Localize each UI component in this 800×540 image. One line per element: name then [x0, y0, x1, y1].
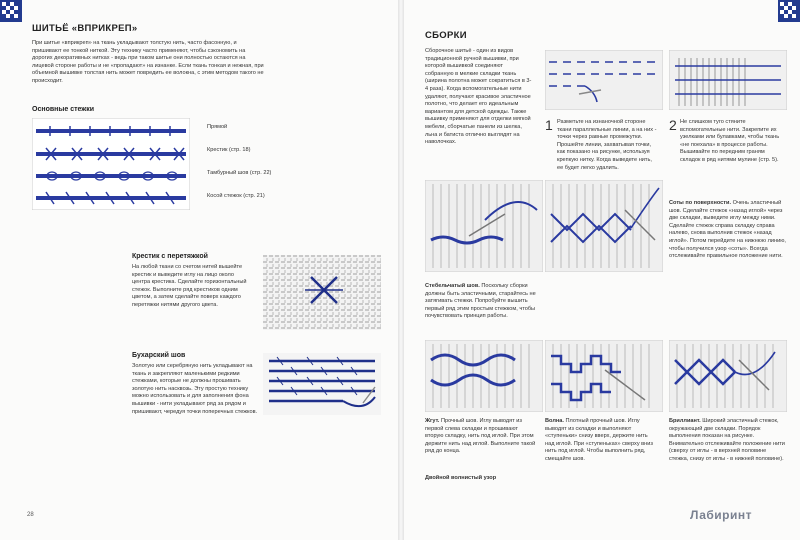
labirint-watermark: Лабиринт	[690, 508, 753, 522]
step2-illustration	[669, 50, 787, 110]
diamond-caption	[669, 418, 787, 464]
diamond-illustration	[669, 340, 787, 412]
corner-checker-decoration-right	[778, 0, 800, 22]
step2-text: Не слишком туго стяните вспомогательные нити. Закрепите их узелками или булавками, чтобы ткань «не поехала» в процессе работы. Вышивайте по передним граням складок в ряд нитями мулине (стр. 5).	[680, 119, 780, 163]
wave-illustration	[545, 340, 663, 412]
stitch-label-cross: Крестик (стр. 18)	[207, 147, 251, 153]
honeycomb-text: Очень эластичный шов. Сделайте стежок «назад иглой» через две складки, выведите иглу между ними. Сделайте стежок справа складку справа налево, снова выполнив стежок «назад иглой». Потом перейдите на нижнюю линию, чтобы получился узор «соты». Всегда отслеживайте правильное положение нити.	[669, 200, 786, 260]
stem-stitch-title: Стебельчатый шов.	[425, 283, 480, 289]
stem-stitch-illustration-a	[425, 180, 543, 272]
page-title-left: ШИТЬЁ «ВПРИКРЕП»	[32, 23, 138, 34]
intro-text-left: При шитье «вприкреп» на ткань укладывают толстую нить, часто фасонную, и пришивают ее тонкой ниткой. Эту технику часто применяют, чтобы сэкономить на дорогих декоративных нитках - ведь при таком шитье они полностью остаются на лицевой стороне работы и не «пропадают» на изнанке. Если ткань тонкая и нежная, при объемной вышивке толстая нить может повредить ее волокна, с этим методом такого не происходит.	[32, 40, 264, 84]
stem-stitch-caption	[425, 283, 537, 321]
page-number-left: 28	[27, 512, 34, 518]
step1-text: Разметьте на изнаночной стороне ткани параллельные линии, а на них - точки через равные промежутки. Прошейте линии, захватывая точки, как показано на рисунке, используя крепкую нитку. Когда выведете нить, ее будет легко удалить.	[557, 119, 657, 171]
cable-title: Жгут.	[425, 418, 440, 424]
basic-stitches-illustration	[32, 118, 190, 210]
step1-illustration	[545, 50, 663, 110]
honeycomb-caption	[669, 200, 789, 261]
wave-title: Волна.	[545, 418, 564, 424]
corner-checker-decoration	[0, 0, 22, 22]
wave-caption	[545, 418, 657, 464]
cable-illustration	[425, 340, 543, 412]
honeycomb-title: Соты по поверхности.	[669, 200, 732, 206]
diamond-title: Бриллиант.	[669, 418, 701, 424]
step2-number: 2	[669, 117, 677, 133]
stitch-label-slanted: Косой стежок (стр. 21)	[207, 193, 265, 199]
cross-tied-heading: Крестик с перетяжкой	[132, 253, 208, 260]
bukhara-text: Золотую или серебряную нить укладывают на ткань и закрепляют маленькими редкими стежками, которые не должны прошивать золотую нить насквозь. Эту простую технику можно использовать и для заполнения фона вышивки - нити укладывают ряд за рядом и пришивают, чередуя точки поперечных стежков.	[132, 363, 258, 415]
cable-text: Прочный шов. Иглу выводят из первой слева складки и прошивают вторую складку, нить под иглой. При этом держите нить над иглой. Выполните такой ряд до конца.	[425, 418, 536, 455]
stitch-label-straight: Прямой	[207, 124, 228, 130]
bukhara-heading: Бухарский шов	[132, 352, 186, 359]
cross-tied-illustration	[263, 255, 381, 330]
book-gutter	[398, 0, 404, 540]
stitch-label-chain: Тамбурный шов (стр. 22)	[207, 170, 272, 176]
cable-caption	[425, 418, 537, 456]
cross-tied-text: На любой ткани со счетом нитей вышейте крестик и выведите иглу на лицо около центра крестика. Сделайте горизонтальный стежок. Выполните ряд крестиков одним цветом, а затем сделайте поверх каждого перетяжки нитями другого цвета.	[132, 264, 247, 308]
wavy-pattern-caption: Двойной волнистый узор	[425, 475, 497, 481]
wave-text: Плотный прочный шов. Иглу выводят из складки и выполняют «ступеньки» снизу вверх, держите нить над иглой. При «ступеньках» сверху вниз нить под иглой. Чтобы выполнить ряд, смещайте шов.	[545, 418, 653, 462]
diamond-text: Широкий эластичный стежок, окружающий две складки. Порядок выполнения показан на рисунке. Внимательно отслеживайте положение нити (сверху от иглы - в верхней половине стежка, снизу от иглы - в нижней половине).	[669, 418, 785, 462]
bukhara-illustration	[263, 353, 381, 415]
stem-stitch-text: Поскольку сборки должны быть эластичными, старайтесь не затягивать стежки. Попробуйте вышить первый ряд этим простым стежком, чтобы почувствовать принцип работы.	[425, 283, 536, 320]
page-title-right: СБОРКИ	[425, 30, 467, 41]
step1-number: 1	[545, 117, 553, 133]
basic-stitches-heading: Основные стежки	[32, 106, 95, 113]
stem-stitch-illustration-b	[545, 180, 663, 272]
intro-text-right: Сборочное шитьё - один из видов традиционной ручной вышивки, при которой вышивкой соединяют собранную в мелкие складки ткань (ширина полотна может сократиться в 3-4 раза). Когда вспомогательные нити удаляют, получают красивое эластичное полотно, что делает его идеальным вариантом для детской одежды. Также вышивку применяют для отделки мягкой мебели, сборчатые панели из шелка, льна и батиста отлично выглядят на наволочках.	[425, 48, 532, 146]
